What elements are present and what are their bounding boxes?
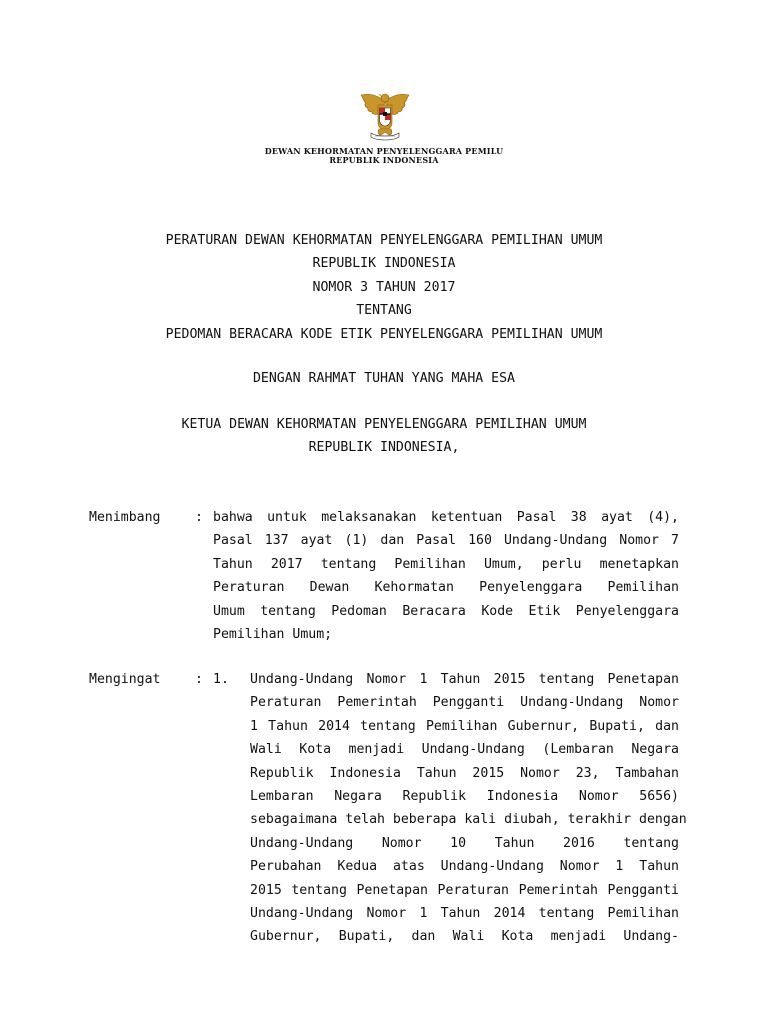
mengingat-paragraph	[250, 668, 687, 949]
authority-line-2: REPUBLIK INDONESIA,	[308, 440, 460, 455]
title-line-5: PEDOMAN BERACARA KODE ETIK PENYELENGGARA PEMILIHAN UMUM	[165, 326, 603, 342]
authority-line-1: KETUA DEWAN KEHORMATAN PENYELENGGARA PEMILIHAN UMUM	[181, 417, 587, 432]
mengingat-line-9: Perubahan Kedua atas Undang-Undang Nomor 1 Tahun	[250, 859, 679, 875]
menimbang-line-2: Pasal 137 ayat (1) dan Pasal 160 Undang-Undang Nomor 7	[213, 533, 679, 549]
mengingat-line-8: Undang-Undang Nomor 10 Tahun 2016 tentang	[250, 835, 679, 851]
mengingat-line-3: 1 Tahun 2014 tentang Pemilihan Gubernur, Bupati, dan	[250, 718, 679, 734]
mengingat-line-1: Undang-Undang Nomor 1 Tahun 2015 tentang Penetapan	[250, 672, 679, 687]
menimbang-line-4: Peraturan Dewan Kehormatan Penyelenggara Pemilihan	[213, 580, 679, 596]
title-line-3: NOMOR 3 TAHUN 2017	[312, 279, 456, 295]
mengingat-line-12: Gubernur, Bupati, dan Wali Kota menjadi Undang-	[250, 929, 679, 945]
mengingat-line-2: Peraturan Pemerintah Pengganti Undang-Undang Nomor	[250, 695, 679, 711]
institution-name-line1: DEWAN KEHORMATAN PENYELENGGARA PEMILU	[264, 146, 504, 156]
mengingat-line-5: Republik Indonesia Tahun 2015 Nomor 23, Tambahan	[250, 765, 679, 781]
title-line-2: REPUBLIK INDONESIA	[312, 256, 456, 272]
menimbang-line-5: Umum tentang Pedoman Beracara Kode Etik Penyelenggara	[213, 603, 679, 619]
mengingat-line-10: 2015 tentang Penetapan Peraturan Pemerintah Pengganti	[250, 882, 679, 898]
mengingat-label: Mengingat	[89, 672, 161, 687]
institution-name-line2: REPUBLIK INDONESIA	[329, 155, 439, 165]
mengingat-item-number: 1.	[213, 672, 229, 687]
mengingat-line-7: sebagaimana telah beberapa kali diubah, terakhir dengan	[250, 812, 687, 828]
menimbang-colon: :	[195, 510, 203, 525]
regulation-title	[0, 229, 768, 346]
mengingat-colon: :	[195, 672, 203, 687]
menimbang-paragraph	[213, 506, 679, 646]
garuda-emblem-icon	[357, 89, 413, 145]
title-line-4: TENTANG	[356, 303, 412, 319]
mengingat-line-11: Undang-Undang Nomor 1 Tahun 2014 tentang Pemilihan	[250, 906, 679, 922]
mengingat-line-4: Wali Kota menjadi Undang-Undang (Lembaran Negara	[250, 742, 679, 758]
menimbang-label: Menimbang	[89, 510, 161, 525]
mengingat-line-6: Lembaran Negara Republik Indonesia Nomor 5656)	[250, 789, 679, 805]
menimbang-line-1: bahwa untuk melaksanakan ketentuan Pasal 38 ayat (4),	[213, 510, 679, 525]
menimbang-line-6: Pemilihan Umum;	[213, 627, 333, 643]
menimbang-line-3: Tahun 2017 tentang Pemilihan Umum, perlu menetapkan	[213, 556, 679, 572]
title-line-1: PERATURAN DEWAN KEHORMATAN PENYELENGGARA PEMILIHAN UMUM	[165, 233, 603, 248]
invocation: DENGAN RAHMAT TUHAN YANG MAHA ESA	[252, 371, 515, 386]
